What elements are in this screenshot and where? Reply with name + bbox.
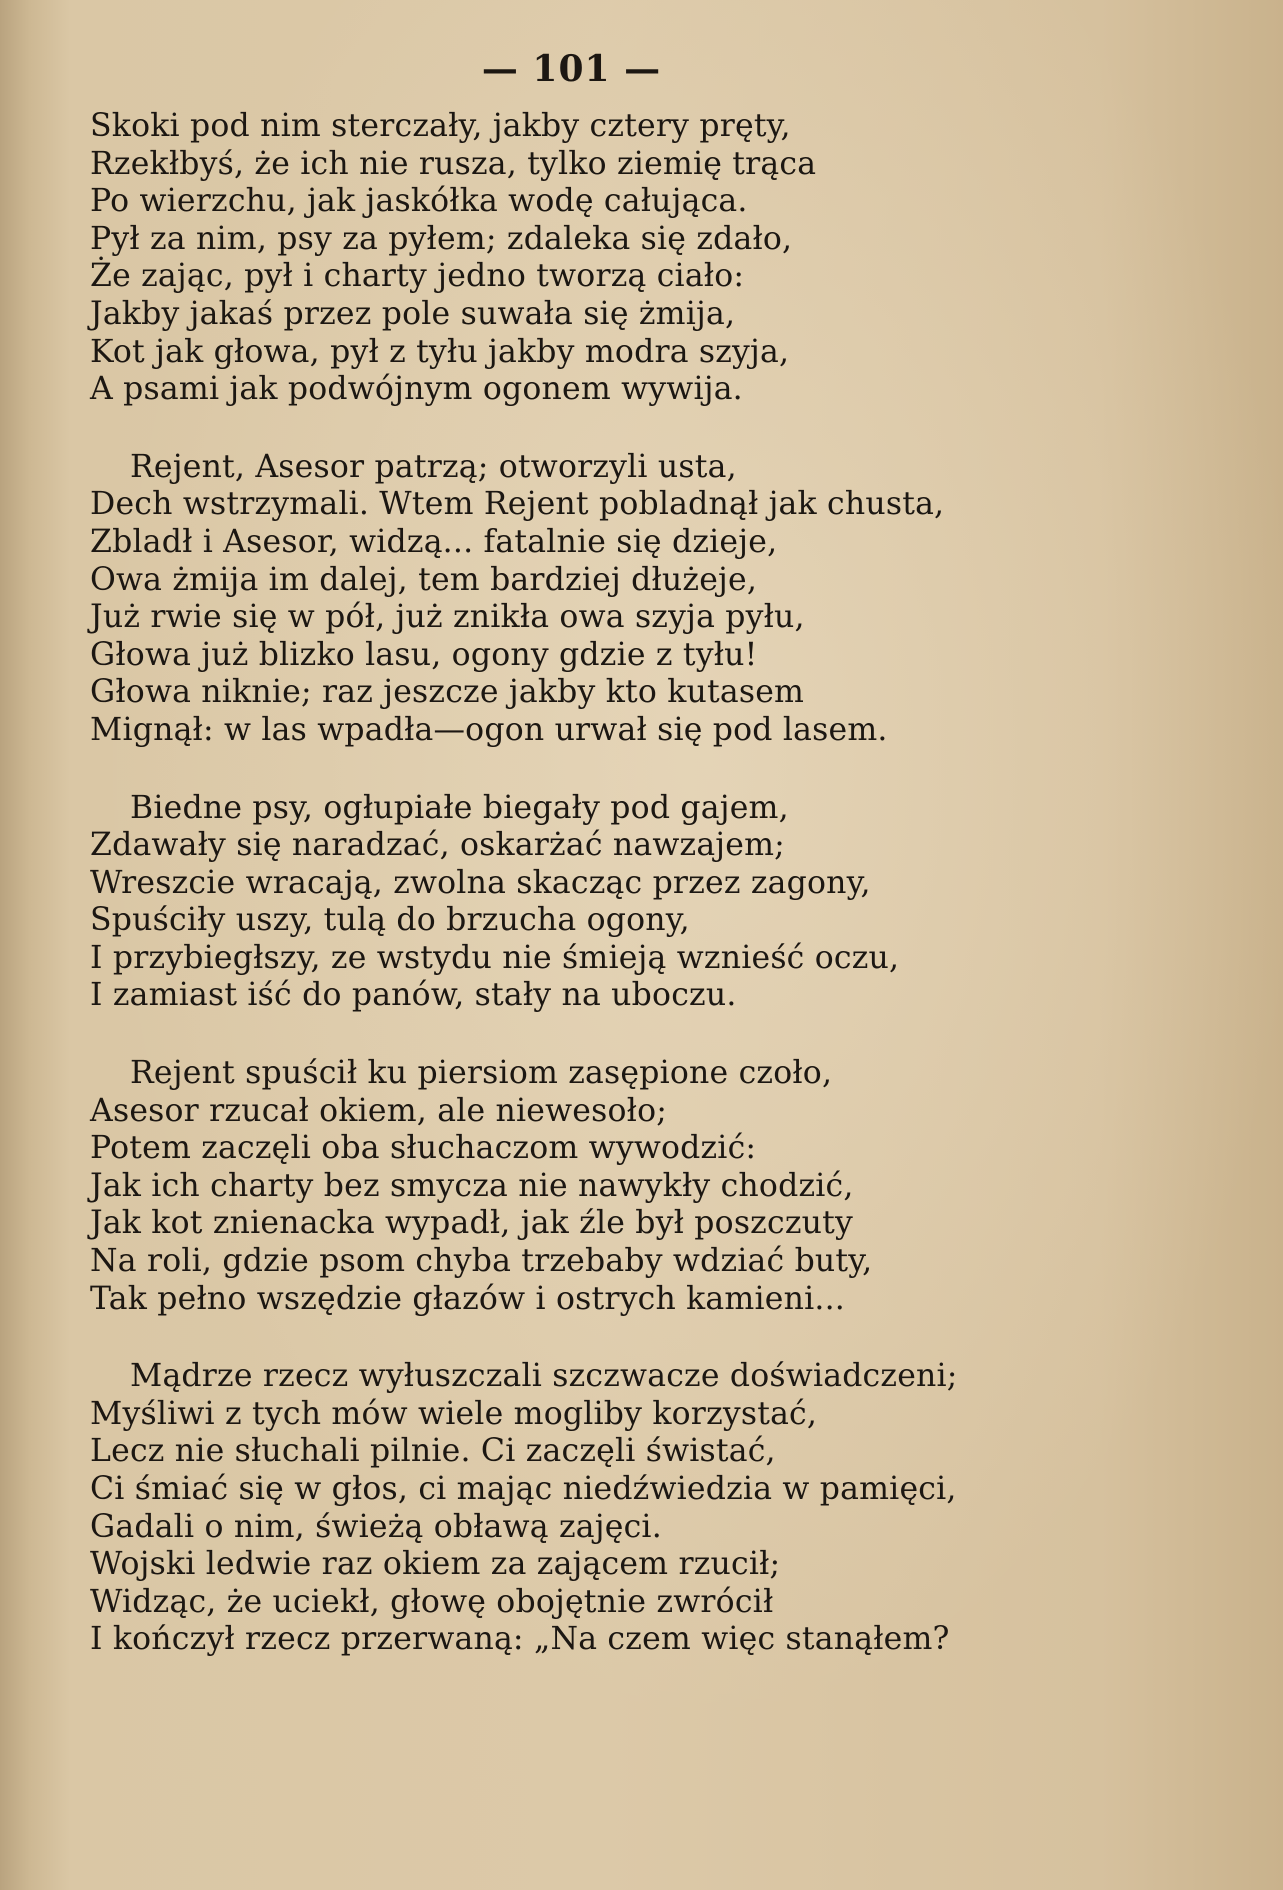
poem-line: A psami jak podwójnym ogonem wywija. [90, 371, 743, 408]
stanza-2 [90, 449, 1150, 750]
poem-line: Ci śmiać się w głos, ci mając niedźwiedzia w pamięci, [90, 1471, 957, 1507]
poem-line: Już rwie się w pół, już znikła owa szyja pyłu, [90, 599, 805, 636]
stanza-3 [90, 790, 1150, 1016]
poem-text [90, 108, 1150, 1699]
poem-line: Głowa już blizko lasu, ogony gdzie z tyłu! [90, 636, 758, 673]
poem-line: Myśliwi z tych mów wiele mogliby korzystać, [90, 1395, 818, 1432]
poem-line: Wojski ledwie raz okiem za zającem rzucił; [90, 1546, 781, 1583]
page-number: — 101 — [481, 48, 662, 90]
poem-line: Owa żmija im dalej, tem bardziej dłużeje, [90, 561, 758, 598]
stanza-5 [90, 1358, 1150, 1659]
poem-line: Potem zaczęli oba słuchaczom wywodzić: [90, 1130, 757, 1167]
poem-line: Rejent, Asesor patrzą; otworzyli usta, [130, 448, 737, 485]
poem-line: Po wierzchu, jak jaskółka wodę całująca. [90, 183, 748, 220]
poem-line: Kot jak głowa, pył z tyłu jakby modra szyja, [90, 333, 790, 370]
poem-line: Widząc, że uciekł, głowę obojętnie zwrócił [90, 1583, 774, 1620]
poem-line: Na roli, gdzie psom chyba trzebaby wdziać buty, [90, 1243, 873, 1280]
poem-line: Spuściły uszy, tulą do brzucha ogony, [90, 902, 690, 939]
poem-line: Dech wstrzymali. Wtem Rejent pobladnął jak chusta, [90, 486, 945, 523]
poem-line: Zbladł i Asesor, widzą... fatalnie się dzieje, [90, 523, 778, 560]
stanza-4 [90, 1055, 1150, 1318]
poem-line: Zdawały się naradzać, oskarżać nawzajem; [90, 827, 785, 864]
poem-line: I kończył rzecz przerwaną: „Na czem więc stanąłem? [90, 1621, 950, 1658]
poem-line: I przybiegłszy, ze wstydu nie śmieją wznieść oczu, [90, 939, 900, 976]
poem-line: Mądrze rzecz wyłuszczali szczwacze doświadczeni; [130, 1358, 958, 1395]
poem-line: Tak pełno wszędzie głazów i ostrych kamieni... [90, 1280, 846, 1317]
poem-line: Asesor rzucał okiem, ale niewesoło; [90, 1092, 668, 1129]
poem-line: Że zając, pył i charty jedno tworzą ciało: [90, 258, 745, 295]
poem-line: Gadali o nim, świeżą obławą zajęci. [90, 1508, 662, 1545]
poem-line: Biedne psy, ogłupiałe biegały pod gajem, [130, 789, 789, 826]
poem-line: Rejent spuścił ku piersiom zasępione czoło, [130, 1055, 833, 1092]
poem-line: Wreszcie wracają, zwolna skacząc przez zagony, [90, 864, 871, 901]
stanza-1 [90, 108, 1150, 409]
poem-line: Rzekłbyś, że ich nie rusza, tylko ziemię trąca [90, 145, 817, 182]
poem-line: Skoki pod nim sterczały, jakby cztery pręty, [90, 108, 791, 144]
poem-line: Mignął: w las wpadła—ogon urwał się pod lasem. [90, 711, 888, 748]
poem-line: I zamiast iść do panów, stały na uboczu. [90, 977, 737, 1014]
poem-line: Pył za nim, psy za pyłem; zdaleka się zdało, [90, 220, 793, 257]
poem-line: Jakby jakaś przez pole suwała się żmija, [90, 295, 736, 332]
poem-line: Lecz nie słuchali pilnie. Ci zaczęli świstać, [90, 1433, 776, 1470]
poem-line: Jak kot znienacka wypadł, jak źle był poszczuty [90, 1205, 853, 1242]
poem-line: Głowa niknie; raz jeszcze jakby kto kutasem [90, 674, 805, 711]
poem-line: Jak ich charty bez smycza nie nawykły chodzić, [90, 1167, 854, 1204]
